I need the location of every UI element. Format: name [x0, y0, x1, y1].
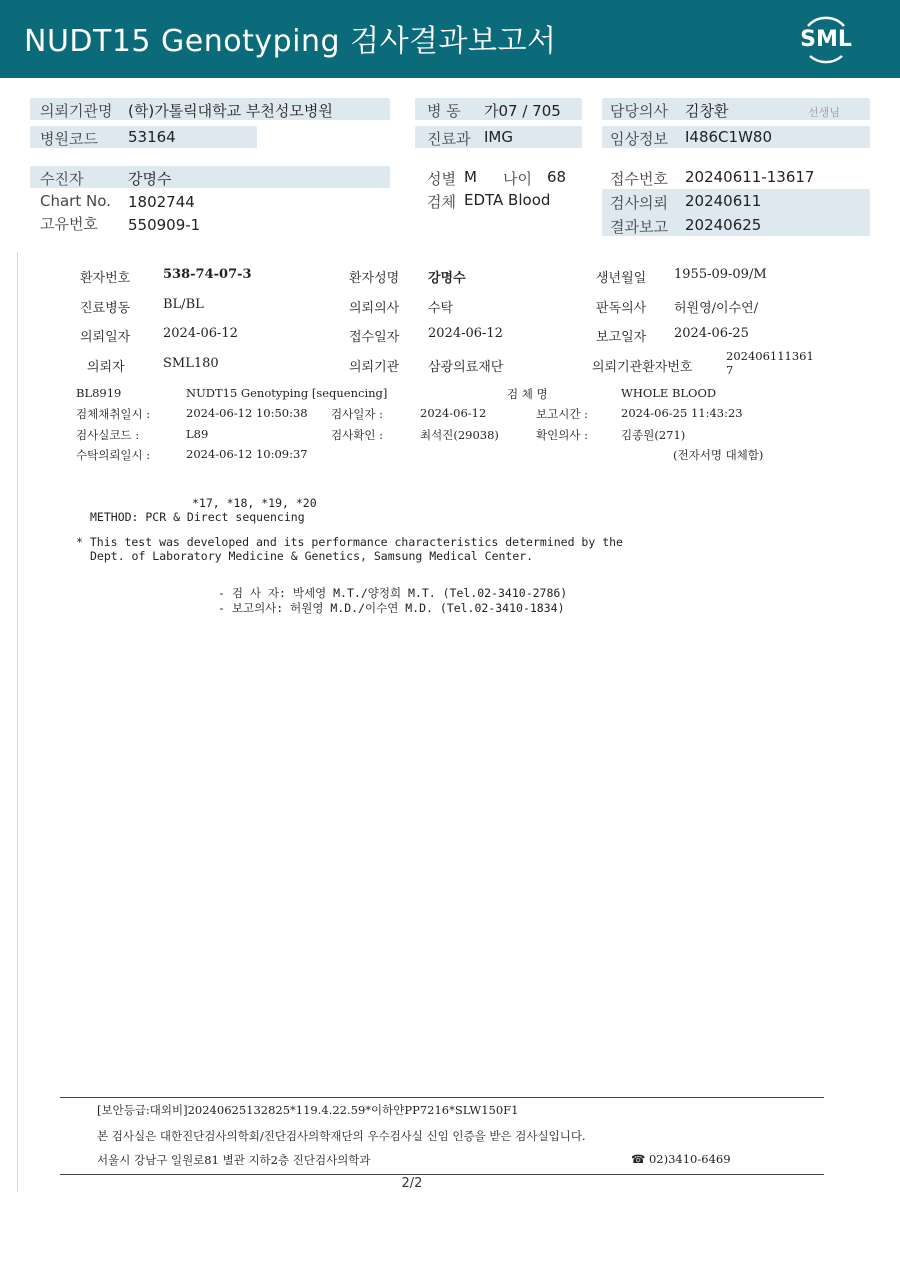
page-number: 2/2 [401, 1176, 423, 1191]
req-inst-label: 의뢰기관 [349, 360, 400, 375]
method-text: METHOD: PCR & Direct sequencing [90, 510, 305, 524]
doctor-value: 김창환 [685, 102, 729, 120]
outsource-label: 수탁의뢰일시 : [76, 448, 151, 462]
ward-label: 병 동 [427, 102, 461, 120]
specimen-label: 검체 [427, 193, 456, 211]
test-name: NUDT15 Genotyping [sequencing] [186, 386, 388, 400]
req-doctor-label: 의뢰의사 [349, 301, 400, 316]
footer-bottom-rule [60, 1174, 824, 1175]
receipt-label: 접수번호 [610, 170, 668, 188]
clinical-label: 임상정보 [610, 130, 668, 148]
patient-value: 강명수 [128, 170, 172, 188]
hospital-code-label: 병원코드 [40, 130, 98, 148]
lab-code-label: 검사실코드 : [76, 428, 140, 442]
disclaimer-line-2: Dept. of Laboratory Medicine & Genetics, Samsung Medical Center. [90, 549, 534, 563]
test-confirm-label: 검사확인 : [331, 428, 383, 442]
patient-no-value: 538-74-07-3 [163, 267, 252, 282]
test-date-value: 2024-06-12 [420, 406, 487, 420]
outsource-value: 2024-06-12 10:09:37 [186, 447, 308, 461]
age-label: 나이 [503, 170, 532, 188]
recv-date-label: 접수일자 [349, 330, 400, 345]
report-header [0, 0, 900, 78]
ward-r-label: 진료병동 [80, 301, 131, 316]
request-value: 20240611 [685, 192, 762, 210]
certification-line: 본 검사실은 대한진단검사의학회/진단검사의학재단의 우수검사실 신임 인증을 받은 검사실입니다. [97, 1129, 586, 1143]
specimen-name-label: 검 체 명 [507, 387, 548, 401]
address-line: 서울시 강남구 일원로81 별관 지하2층 진단검사의학과 [97, 1153, 371, 1167]
specimen-value: EDTA Blood [464, 191, 551, 209]
age-value: 68 [547, 168, 567, 186]
chart-label: Chart No. [40, 192, 111, 210]
hospital-code-value: 53164 [128, 128, 176, 146]
footer-top-rule [60, 1097, 824, 1098]
patient-no-label: 환자번호 [80, 271, 131, 286]
recv-date-value: 2024-06-12 [428, 326, 503, 341]
institution-label: 의뢰기관명 [40, 102, 113, 120]
phone-line: ☎ 02)3410-6469 [631, 1152, 731, 1166]
dob-value: 1955-09-09/M [674, 267, 767, 282]
unique-value: 550909-1 [128, 216, 201, 234]
report-time-label: 보고시간 : [536, 407, 588, 421]
report-title: NUDT15 Genotyping 검사결과보고서 [24, 24, 557, 59]
scan-left-border [17, 252, 18, 1192]
tester-line: - 검 사 자: 박세영 M.T./양정희 M.T. (Tel.02-3410-2786) [218, 586, 568, 600]
ward-r-value: BL/BL [163, 297, 204, 312]
reading-doctor-value: 허원영/이수연/ [674, 301, 759, 316]
sml-logo [796, 10, 856, 70]
chart-value: 1802744 [128, 193, 195, 211]
report-date-label: 보고일자 [596, 330, 647, 345]
collect-label: 검체채취일시 : [76, 407, 151, 421]
req-doctor-value: 수탁 [428, 301, 454, 316]
request-label: 검사의뢰 [610, 194, 668, 212]
collect-value: 2024-06-12 10:50:38 [186, 406, 308, 420]
esign-note: (전자서명 대체함) [673, 448, 764, 462]
institution-value: (학)가톨릭대학교 부천성모병원 [128, 102, 333, 120]
unique-label: 고유번호 [40, 215, 98, 233]
confirm-doctor-value: 김종원(271) [621, 428, 686, 442]
sex-value: M [464, 168, 477, 186]
patient-label: 수진자 [40, 170, 84, 188]
dept-value: IMG [484, 128, 513, 146]
clinical-value: I486C1W80 [685, 128, 772, 146]
patient-name-value: 강명수 [428, 271, 466, 286]
dob-label: 생년월일 [596, 271, 647, 286]
ward-value: 가07 / 705 [484, 102, 561, 120]
dept-label: 진료과 [427, 130, 471, 148]
report-date-value: 2024-06-25 [674, 326, 749, 341]
inst-patient-no-value-2: 7 [726, 363, 734, 377]
receipt-value: 20240611-13617 [685, 168, 815, 186]
doctor-label: 담당의사 [610, 102, 668, 120]
result-label: 결과보고 [610, 218, 668, 236]
requester-value: SML180 [163, 356, 219, 371]
disclaimer-line-1: * This test was developed and its performance characteristics determined by the [76, 535, 623, 549]
specimen-name-value: WHOLE BLOOD [621, 386, 717, 400]
doctor-suffix: 선생님 [808, 106, 840, 119]
alleles-text: *17, *18, *19, *20 [192, 496, 317, 510]
req-inst-value: 삼광의료재단 [428, 360, 504, 375]
req-date-label: 의뢰일자 [80, 330, 131, 345]
confirm-doctor-label: 확인의사 : [536, 428, 588, 442]
test-confirm-value: 최석진(29038) [420, 428, 499, 442]
patient-name-label: 환자성명 [349, 271, 400, 286]
result-value: 20240625 [685, 216, 762, 234]
sex-label: 성별 [427, 170, 456, 188]
requester-label: 의뢰자 [87, 360, 125, 375]
logo-text: SML [800, 27, 852, 52]
reporter-line: - 보고의사: 허원영 M.D./이수연 M.D. (Tel.02-3410-1834) [218, 601, 565, 615]
inst-patient-no-value-1: 202406111361 [726, 349, 814, 363]
test-code: BL8919 [76, 386, 122, 400]
inst-patient-no-label: 의뢰기관환자번호 [592, 360, 693, 375]
patient-bar [30, 166, 390, 188]
reading-doctor-label: 판독의사 [596, 301, 647, 316]
report-time-value: 2024-06-25 11:43:23 [621, 406, 743, 420]
req-date-value: 2024-06-12 [163, 326, 238, 341]
security-line: [보안등급:대외비]20240625132825*119.4.22.59*이하얀PP7216*SLW150F1 [97, 1103, 519, 1117]
lab-code-value: L89 [186, 427, 209, 441]
test-date-label: 검사일자 : [331, 407, 383, 421]
